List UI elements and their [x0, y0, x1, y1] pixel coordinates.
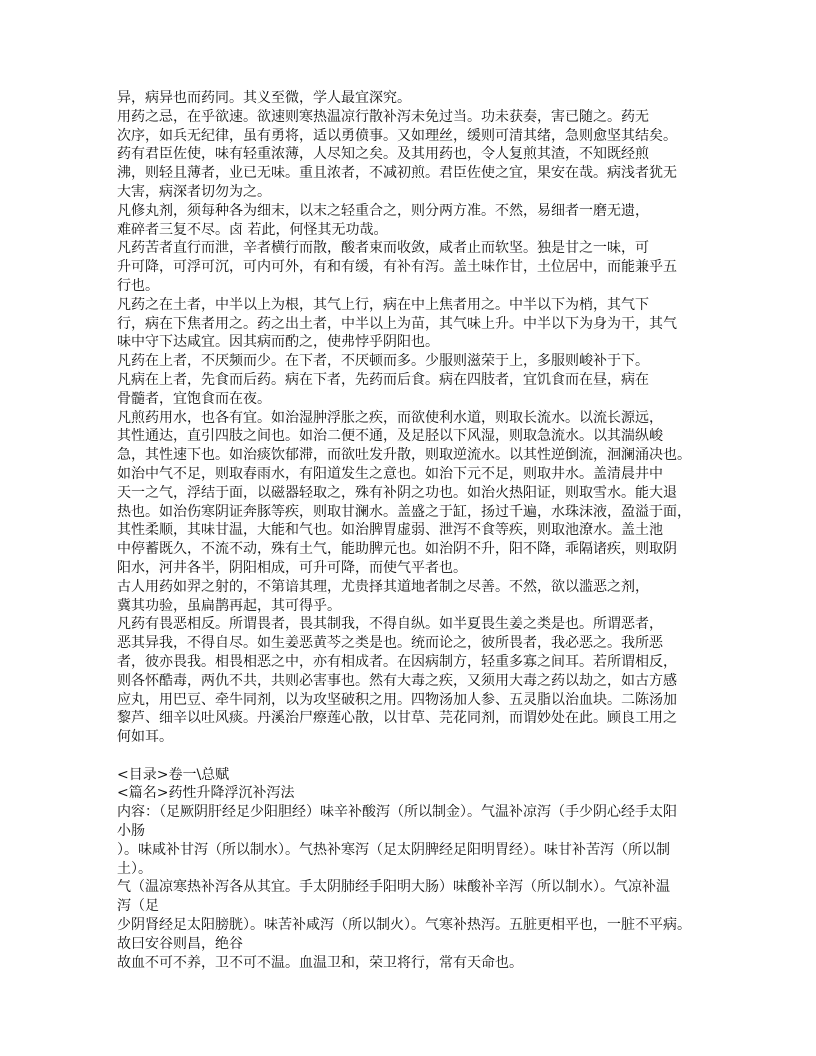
- text-line: 者，彼亦畏我。相畏相恶之中，亦有相成者。在因病制方，轻重多寡之间耳。若所谓相反，: [117, 653, 677, 670]
- text-line: 天一之气，浮结于面，以磁器轻取之，殊有补阴之功也。如治火热阳证，则取雪水。能大退: [117, 484, 677, 501]
- catalog-heading: <目录>卷一\总赋: [117, 766, 230, 783]
- text-line: 中停蓄既久，不流不动，殊有土气，能助脾元也。如治阴不升，阳不降，乖隔诸疾，则取阴: [117, 541, 677, 558]
- text-line: 冀其功验，虽扁鹊再起，其可得乎。: [117, 597, 341, 614]
- text-line: 凡药在上者，不厌频而少。在下者，不厌顿而多。少服则滋荣于上，多服则峻补于下。: [117, 353, 649, 370]
- text-line: 何如耳。: [117, 729, 173, 746]
- text-line: 药有君臣佐使，味有轻重浓薄，人尽知之矣。及其用药也，令人复煎其渣，不知既经煎: [117, 146, 649, 163]
- main-text: [117, 89, 707, 747]
- text-line: 阳水，河井各半，阴阳相成，可升可降，而使气平者也。: [117, 559, 467, 576]
- text-line: 升可降，可浮可沉，可内可外，有和有缓，有补有泻。盖土味作甘，土位居中，而能兼乎五: [117, 259, 677, 276]
- text-line: 凡药之在土者，中半以上为根，其气上行，病在中上焦者用之。中半以下为梢，其气下: [117, 296, 649, 313]
- paragraph-gap: [117, 747, 707, 766]
- text-line: 土）。: [117, 860, 152, 877]
- text-line: 气（温凉寒热补泻各从其宜。手太阴肺经手阳明大肠）味酸补辛泻（所以制水）。气凉补温: [117, 879, 670, 896]
- section-2: [117, 766, 707, 973]
- text-line: 应丸，用巴豆、牵牛同剂，以为攻坚破积之用。四物汤加人参、五灵脂以治血块。二陈汤加: [117, 691, 677, 708]
- text-line: 故血不可不养，卫不可不温。血温卫和，荣卫将行，常有天命也。: [117, 954, 523, 971]
- text-line: 少阴肾经足太阳膀胱）。味苦补咸泻（所以制火）。气寒补热泻。五脏更相平也，一脏不平病。: [117, 917, 691, 934]
- text-line: 小肠: [117, 823, 145, 840]
- text-line: 沸，则轻且薄者，业已无味。重且浓者，不减初煎。君臣佐使之宜，果安在哉。病浅者犹无: [117, 165, 677, 182]
- text-line: 古人用药如羿之射的，不第谙其理，尤贵择其道地者制之尽善。不然，欲以滥恶之剂，: [117, 578, 649, 595]
- text-line: 难碎者三复不尽。卤 若此，何怪其无功哉。: [117, 221, 388, 238]
- text-line: 次序，如兵无纪律，虽有勇将，适以勇偾事。又如理丝，缓则可清其绪，急则愈坚其结矣。: [117, 127, 677, 144]
- text-line: 凡煎药用水，也各有宜。如治湿肿浮胀之疾，而欲使利水道，则取长流水。以流长源远，: [117, 409, 663, 426]
- text-line: 内容：（足厥阴肝经足少阳胆经）味辛补酸泻（所以制金）。气温补凉泻（手少阴心经手太阳: [117, 804, 677, 821]
- text-line: 其性通达，直引四肢之间也。如治二便不通，及足胫以下风湿，则取急流水。以其湍纵峻: [117, 428, 663, 445]
- text-line: 急，其性速下也。如治痰饮郁滞，而欲吐发升散，则取逆流水。以其性逆倒流，洄澜涌决也。: [117, 447, 691, 464]
- text-line: 黎芦、细辛以吐风痰。丹溪治尸瘵莲心散，以甘草、芫花同剂，而谓妙处在此。顾良工用之: [117, 710, 677, 727]
- text-line: 其性柔顺，其味甘温，大能和气也。如治脾胃虚弱、泄泻不食等疾，则取池潦水。盖土池: [117, 522, 663, 539]
- text-line: 泻（足: [117, 898, 159, 915]
- text-line: 异，病异也而药同。其义至微，学人最宜深究。: [117, 90, 411, 106]
- text-line: 则各怀酷毒，两仇不共，共则必害事也。然有大毒之疾，又须用大毒之药以劫之，如古方感: [117, 672, 677, 689]
- text-line: 行，病在下焦者用之。药之出土者，中半以上为苗，其气味上升。中半以下为身为干，其气: [117, 315, 677, 332]
- text-line: 凡药苦者直行而泄，辛者横行而散，酸者束而收敛，咸者止而软坚。独是甘之一味，可: [117, 240, 649, 257]
- text-line: 凡修丸剂，须每种各为细末，以末之轻重合之，则分两方准。不然，易细者一磨无遗，: [117, 202, 649, 219]
- text-line: 行也。: [117, 277, 159, 294]
- text-line: 热也。如治伤寒阴证奔豚等疾，则取甘澜水。盖盛之于缸，扬过千遍，水珠沫液，盈溢于面，: [117, 503, 691, 520]
- text-line: 故曰安谷则昌，绝谷: [117, 935, 243, 952]
- document-page: [117, 89, 707, 972]
- text-line: 凡病在上者，先食而后药。病在下者，先药而后食。病在四肢者，宜饥食而在昼，病在: [117, 371, 649, 388]
- text-line: 味中守下达咸宜。因其病而酌之，使弗悖乎阴阳也。: [117, 334, 439, 351]
- text-line: ）。味咸补甘泻（所以制水）。气热补寒泻（足太阴脾经足阳明胃经）。味甘补苦泻（所以制: [117, 841, 670, 858]
- chapter-title: <篇名>药性升降浮沉补泻法: [117, 785, 295, 802]
- text-line: 用药之忌，在乎欲速。欲速则寒热温凉行散补泻未免过当。功未获奏，害已随之。药无: [117, 108, 649, 125]
- text-line: 大害，病深者切勿为之。: [117, 183, 271, 200]
- text-line: 恶其异我，不得自尽。如生姜恶黄芩之类是也。统而论之，彼所畏者，我必恶之。我所恶: [117, 635, 663, 652]
- text-line: 如治中气不足，则取春雨水，有阳道发生之意也。如治下元不足，则取井水。盖清晨井中: [117, 465, 663, 482]
- text-line: 凡药有畏恶相反。所谓畏者，畏其制我，不得自纵。如半夏畏生姜之类是也。所谓恶者，: [117, 616, 663, 633]
- text-line: 骨髓者，宜饱食而在夜。: [117, 390, 271, 407]
